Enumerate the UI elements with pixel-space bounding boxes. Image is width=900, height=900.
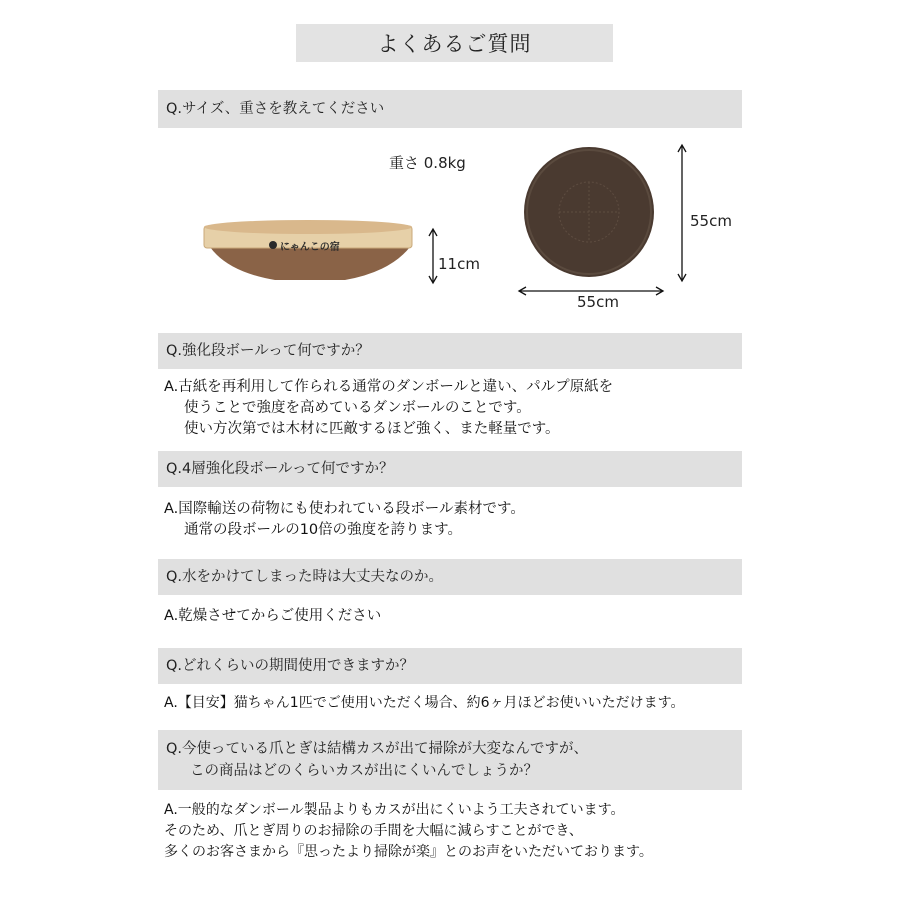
faq-question xyxy=(158,648,742,684)
faq-question xyxy=(158,559,742,595)
answer-line: 使うことで強度を高めているダンボールのことです。 xyxy=(184,400,531,416)
question-text: この商品はどのくらいカスが出にくいんでしょうか？ xyxy=(190,763,538,779)
answer-line: 使い方次第では木材に匹敵するほど強く、また軽量です。 xyxy=(184,421,560,437)
question-text: Q.どれくらいの期間使用できますか？ xyxy=(166,658,415,674)
horizontal-diameter-label: 55cm xyxy=(577,293,619,311)
answer-line: A.乾燥させてからご使用ください xyxy=(164,608,382,624)
faq-answer xyxy=(164,606,381,627)
answer-line: A.古紙を再利用して作られる通常のダンボールと違い、パルプ原紙を xyxy=(164,379,614,395)
brand-logo-mark xyxy=(269,241,277,249)
weight-label: 重さ 0.8kg xyxy=(389,154,466,172)
height-label: 11cm xyxy=(438,255,480,273)
faq-answer xyxy=(164,377,613,440)
faq-answer xyxy=(164,499,525,541)
top-surface-shape xyxy=(204,220,412,234)
question-text: Q.今使っている爪とぎは結構カスが出て掃除が大変なんですが、 xyxy=(166,741,589,757)
answer-line: A.一般的なダンボール製品よりもカスが出にくいよう工夫されています。 xyxy=(164,802,625,818)
page-title: よくあるご質問 xyxy=(296,24,613,62)
vertical-diameter-label: 55cm xyxy=(690,212,732,230)
answer-line: 多くのお客さまから『思ったより掃除が楽』とのお声をいただいております。 xyxy=(164,844,653,860)
faq-question xyxy=(158,451,742,487)
answer-line: 通常の段ボールの10倍の強度を誇ります。 xyxy=(184,522,462,538)
question-text: Q.強化段ボールって何ですか？ xyxy=(166,343,370,359)
answer-line: A.国際輸送の荷物にも使われている段ボール素材です。 xyxy=(164,501,525,517)
faq-question xyxy=(158,333,742,369)
faq-question xyxy=(158,730,742,790)
faq-answer xyxy=(164,693,684,714)
answer-line: A.【目安】猫ちゃん1匹でご使用いただく場合、約6ヶ月ほどお使いいただけます。 xyxy=(164,695,685,711)
question-text: Q.水をかけてしまった時は大丈夫なのか。 xyxy=(166,569,444,585)
brand-text: にゃんこの宿 xyxy=(280,242,340,253)
question-text: Q.サイズ、重さを教えてください xyxy=(166,101,385,117)
faq-answer xyxy=(164,800,653,863)
question-text: Q.4層強化段ボールって何ですか？ xyxy=(166,461,394,477)
answer-line: そのため、爪とぎ周りのお掃除の手間を大幅に減らすことができ、 xyxy=(164,823,583,839)
